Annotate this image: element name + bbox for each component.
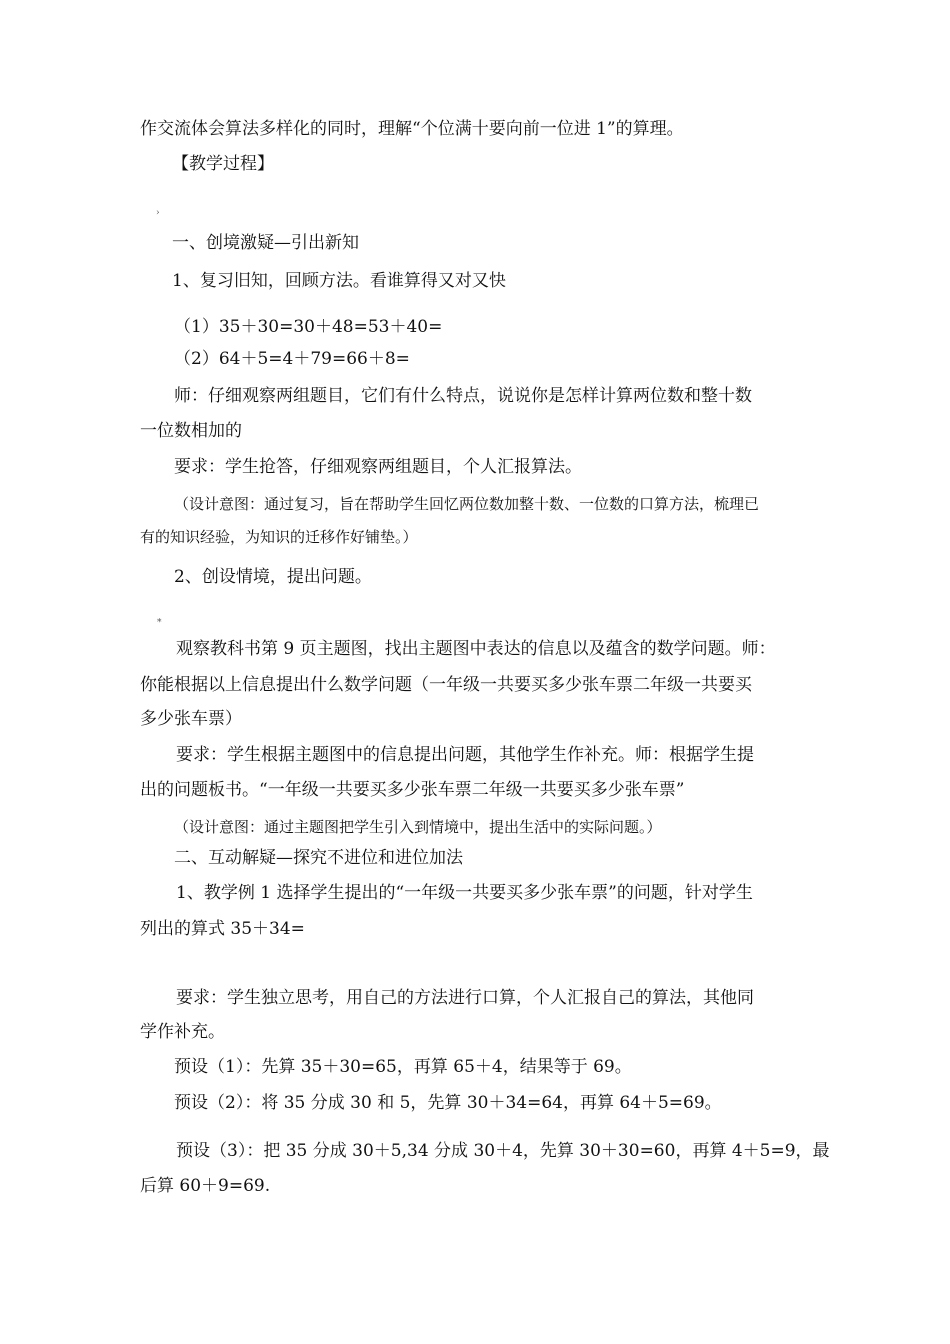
design-note-line: （设计意图：通过复习，旨在帮助学生回忆两位数加整十数、一位数的口算方法，梳理已 [174,495,760,513]
paragraph-line: 要求：学生抢答，仔细观察两组题目，个人汇报算法。 [174,457,582,477]
paragraph-line: 多少张车票） [140,709,242,729]
paragraph-line: 一位数相加的 [140,421,242,441]
paragraph-line: 观察教科书第 9 页主题图，找出主题图中表达的信息以及蕴含的数学问题。师： [176,639,776,659]
paragraph-line: 1、复习旧知，回顾方法。看谁算得又对又快 [172,271,506,291]
paragraph-line: 列出的算式 35＋34= [140,919,305,939]
paragraph-line: 师：仔细观察两组题目，它们有什么特点，说说你是怎样计算两位数和整十数 [174,386,752,406]
paragraph-line: 1、教学例 1 选择学生提出的“一年级一共要买多少张车票”的问题，针对学生 [176,883,753,903]
design-note-line: 有的知识经验，为知识的迁移作好铺垫。） [140,528,418,546]
preset-line: 后算 60＋9=69. [140,1176,271,1196]
preset-line: 预设（3）：把 35 分成 30＋5,34 分成 30＋4，先算 30＋30=60，再算 4＋5=9，最 [176,1141,830,1161]
paragraph-line: 作交流体会算法多样化的同时，理解“个位满十要向前一位进 1”的算理。 [140,119,684,139]
section-heading: 2、创设情境，提出问题。 [174,567,372,587]
paragraph-line: 要求：学生独立思考，用自己的方法进行口算，个人汇报自己的算法，其他同 [176,988,754,1008]
paragraph-line: 学作补充。 [140,1022,225,1042]
paragraph-line: 你能根据以上信息提出什么数学问题（一年级一共要买多少张车票二年级一共要买 [140,675,752,695]
stray-mark: › [156,208,160,218]
exercise-line: （1）35＋30=30＋48=53＋40= [174,317,443,337]
stray-mark: * [157,618,162,628]
paragraph-line: 出的问题板书。“一年级一共要买多少张车票二年级一共要买多少张车票” [140,780,685,800]
section-heading: 二、互动解疑—探究不进位和进位加法 [174,848,463,868]
design-note-line: （设计意图：通过主题图把学生引入到情境中，提出生活中的实际问题。） [174,818,662,836]
preset-line: 预设（2）：将 35 分成 30 和 5，先算 30＋34=64，再算 64＋5=69。 [174,1093,722,1113]
section-heading: 【教学过程】 [172,154,274,174]
paragraph-line: 要求：学生根据主题图中的信息提出问题，其他学生作补充。师：根据学生提 [176,745,754,765]
exercise-line: （2）64＋5=4＋79=66＋8= [174,349,410,369]
section-heading: 一、创境激疑—引出新知 [172,233,359,253]
preset-line: 预设（1）：先算 35＋30=65，再算 65＋4，结果等于 69。 [174,1057,632,1077]
